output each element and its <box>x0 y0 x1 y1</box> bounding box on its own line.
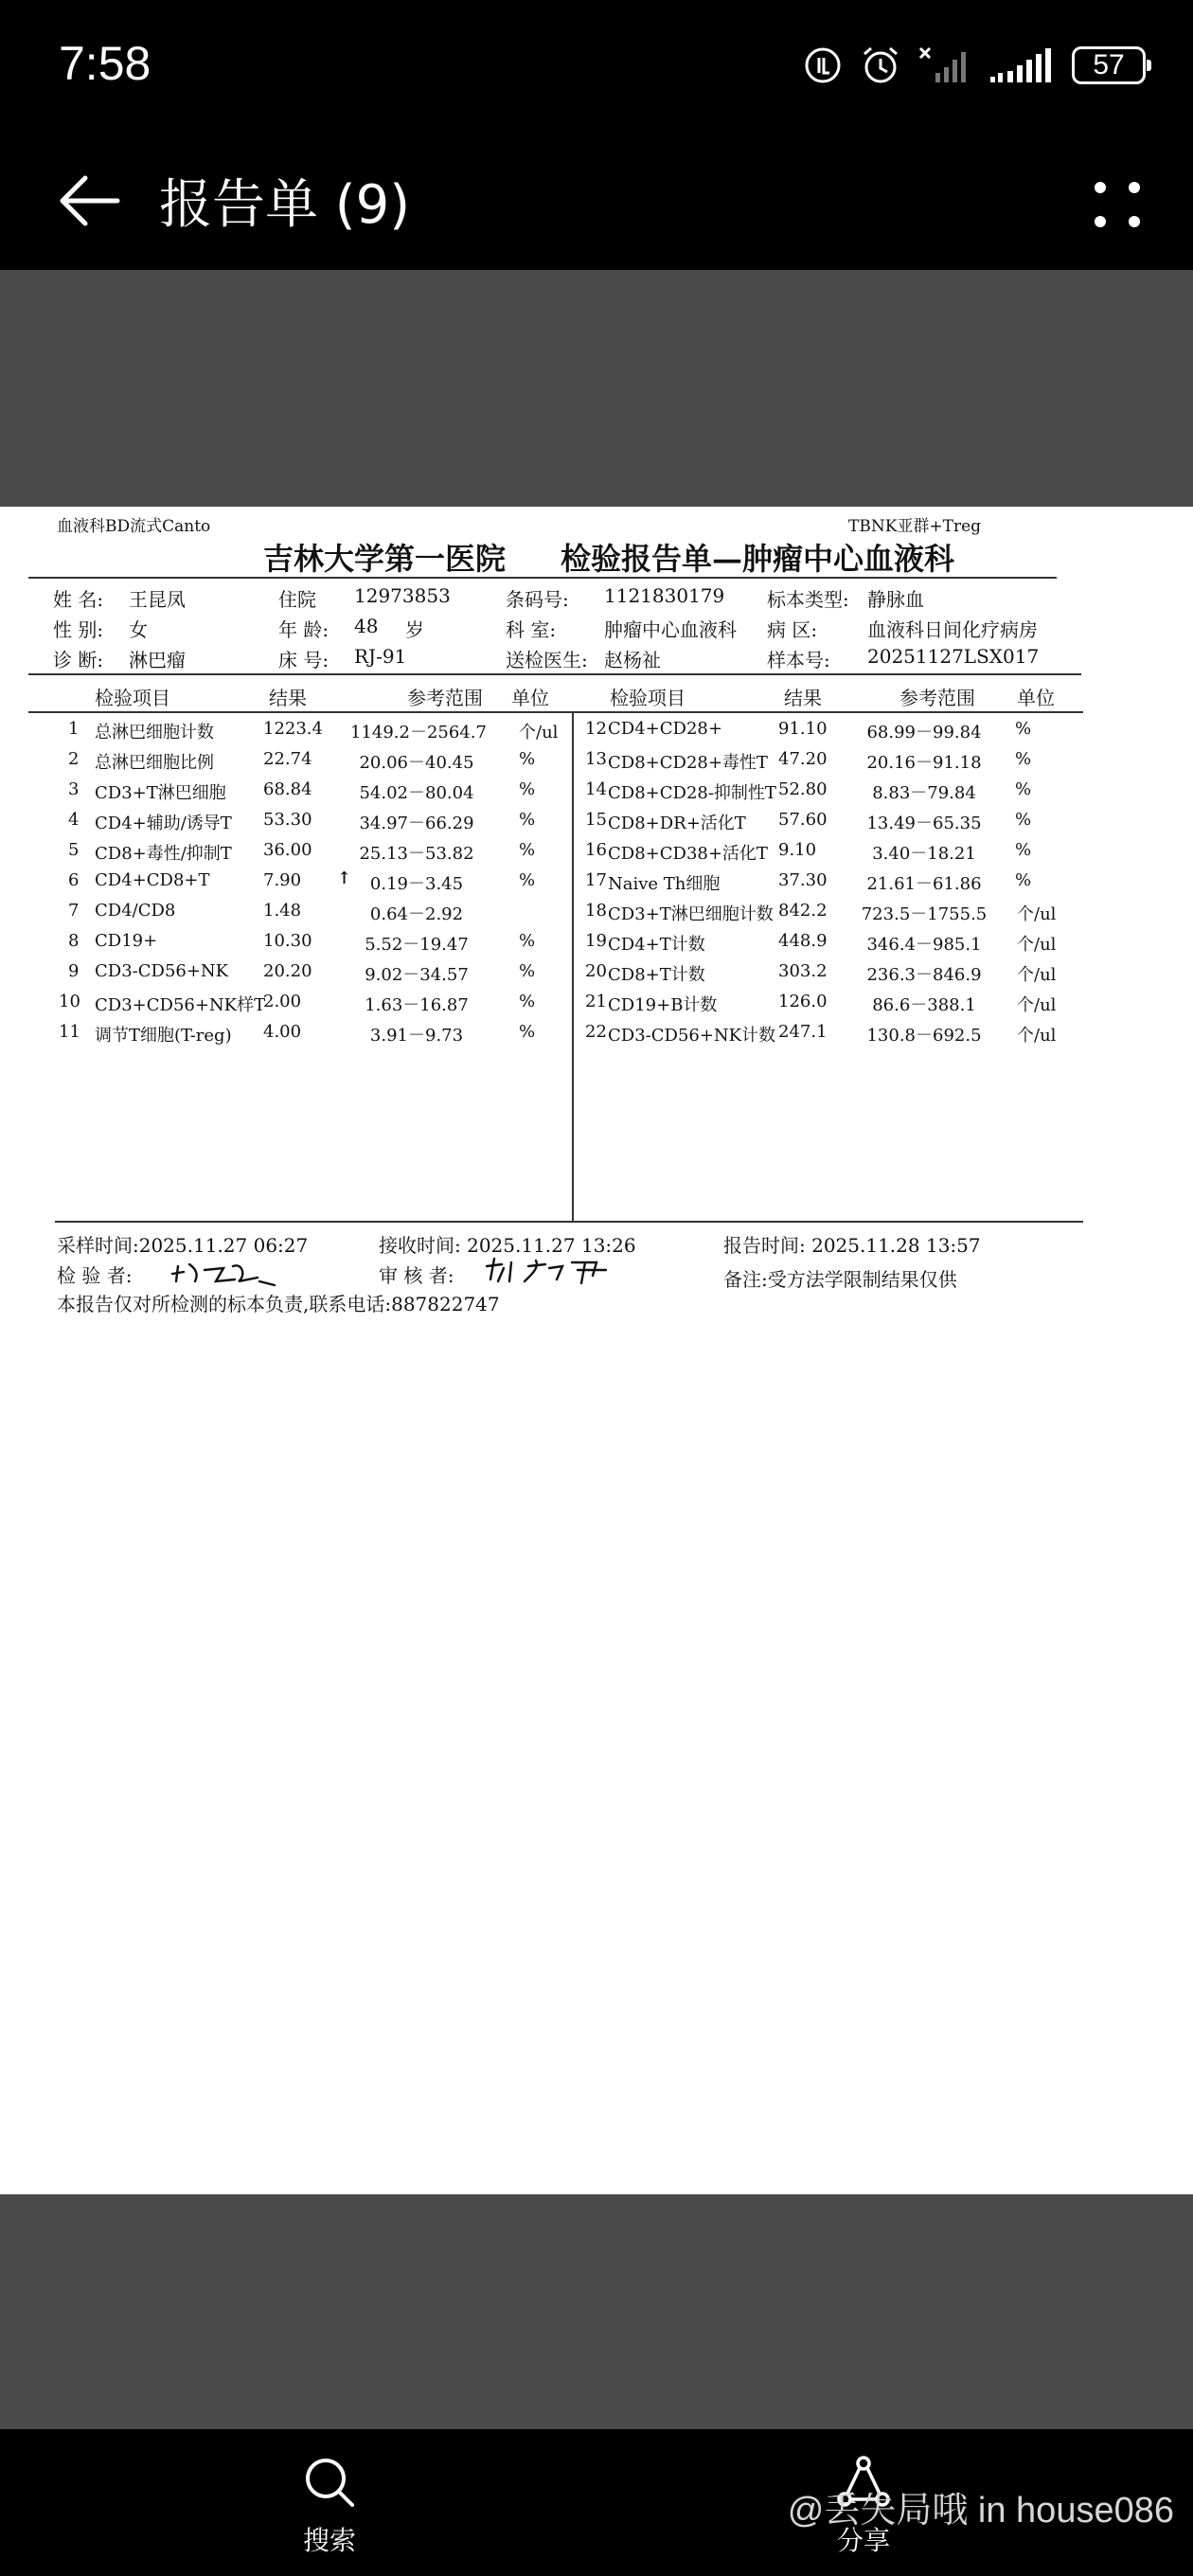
row-number: 16 <box>585 840 607 860</box>
item-name: 总淋巴细胞计数 <box>95 723 214 742</box>
result-value: 448.9 <box>778 931 828 951</box>
unit: 个/ul <box>519 723 559 742</box>
row-number: 8 <box>68 931 80 951</box>
col-range-left: 参考范围 <box>407 687 483 709</box>
unit: % <box>519 961 536 981</box>
unit: % <box>519 1022 536 1042</box>
row-number: 9 <box>68 961 80 981</box>
row-number: 1 <box>68 719 80 739</box>
item-name: CD8+CD28+毒性T <box>608 753 768 773</box>
document-viewer[interactable] <box>0 270 1193 2429</box>
specimen-type: 静脉血 <box>867 588 924 611</box>
inspector-signature <box>167 1253 280 1291</box>
result-value: 4.00 <box>263 1022 302 1042</box>
row-number: 6 <box>68 870 80 890</box>
result-value: 9.10 <box>778 840 817 860</box>
col-result-left: 结果 <box>269 687 307 709</box>
row-number: 19 <box>585 931 607 951</box>
unit: % <box>1015 870 1032 890</box>
row-number: 17 <box>585 870 607 890</box>
report-page <box>0 507 1193 2194</box>
app-bar <box>0 133 1193 270</box>
unit: 个/ul <box>1017 1026 1057 1046</box>
reference-range: 1149.2－2564.7 <box>350 723 487 742</box>
result-value: 303.2 <box>778 961 828 981</box>
result-value: 47.20 <box>778 749 828 769</box>
result-value: 842.2 <box>778 901 828 921</box>
unit: % <box>519 992 536 1011</box>
status-icons <box>803 42 1146 89</box>
search-icon <box>301 2454 358 2511</box>
item-name: CD8+T计数 <box>608 965 705 985</box>
row-number: 7 <box>68 901 80 921</box>
reference-range: 346.4－985.1 <box>866 935 982 955</box>
reference-range: 21.61－61.86 <box>866 874 982 894</box>
row-number: 14 <box>585 779 607 799</box>
reference-range: 236.3－846.9 <box>866 965 982 985</box>
unit: 个/ul <box>1017 904 1057 924</box>
unit: % <box>519 870 536 890</box>
battery-icon <box>1072 46 1146 84</box>
unit: % <box>519 840 536 860</box>
inpatient-label: 住院 <box>278 588 316 611</box>
reference-range: 25.13－53.82 <box>359 844 474 864</box>
reference-range: 3.40－18.21 <box>872 844 976 864</box>
back-button[interactable] <box>57 170 133 231</box>
status-time: 7:58 <box>59 37 151 90</box>
report-time: 报告时间: 2025.11.28 13:57 <box>723 1234 981 1257</box>
item-name: CD8+毒性/抑制T <box>95 844 232 864</box>
unit: 个/ul <box>1017 935 1057 955</box>
name-label: 姓 名: <box>53 588 104 611</box>
col-item-left: 检验项目 <box>95 687 170 709</box>
item-name: CD8+CD28-抑制性T <box>608 783 776 803</box>
item-name: CD8+DR+活化T <box>608 814 746 833</box>
reference-range: 8.83－79.84 <box>872 783 976 803</box>
back-arrow-icon <box>57 170 123 231</box>
ward: 血液科日间化疗病房 <box>867 618 1038 641</box>
test-panel-name: TBNK亚群+Treg <box>848 517 982 536</box>
reference-range: 9.02－34.57 <box>365 965 469 985</box>
bed-label: 床 号: <box>278 649 329 671</box>
report-note: 备注:受方法学限制结果仅供 <box>723 1268 957 1291</box>
battery-level: 57 <box>1093 49 1125 80</box>
data-saver-icon <box>803 45 843 85</box>
patient-divider <box>28 673 1081 675</box>
column-divider <box>572 711 574 1221</box>
item-name: CD3-CD56+NK计数 <box>608 1026 776 1046</box>
barcode-label: 条码号: <box>506 588 569 611</box>
title-divider <box>28 577 1057 579</box>
row-number: 18 <box>585 901 607 921</box>
status-bar <box>0 0 1193 133</box>
diagnosis: 淋巴瘤 <box>129 649 186 671</box>
patient-sex: 女 <box>129 618 148 641</box>
doctor-label: 送检医生: <box>506 649 588 671</box>
reference-range: 723.5－1755.5 <box>861 904 988 924</box>
result-value: 37.30 <box>778 870 828 890</box>
hospital-name: 吉林大学第一医院 <box>263 541 507 577</box>
footer-divider <box>55 1221 1083 1223</box>
receive-time: 接收时间: 2025.11.27 13:26 <box>379 1234 636 1257</box>
unit: % <box>1015 840 1032 860</box>
result-value: 247.1 <box>778 1022 828 1042</box>
lab-department: 血液科BD流式Canto <box>57 517 211 536</box>
report-title: 检验报告单—肿瘤中心血液科 <box>561 541 955 577</box>
unit: % <box>519 931 536 951</box>
unit: 个/ul <box>1017 965 1057 985</box>
barcode: 1121830179 <box>604 584 725 607</box>
result-value: 68.84 <box>263 779 312 799</box>
item-name: Naive Th细胞 <box>608 874 721 894</box>
unit: % <box>1015 749 1032 769</box>
bed-number: RJ-91 <box>354 645 407 668</box>
result-value: 57.60 <box>778 810 828 830</box>
reference-range: 5.52－19.47 <box>365 935 469 955</box>
result-value: 22.74 <box>263 749 312 769</box>
reference-range: 34.97－66.29 <box>359 814 474 833</box>
unit: % <box>1015 810 1032 830</box>
disclaimer: 本报告仅对所检测的标本负责,联系电话:887822747 <box>57 1293 500 1315</box>
row-number: 4 <box>68 810 80 830</box>
reviewer-signature <box>483 1255 625 1289</box>
row-number: 12 <box>585 719 607 739</box>
item-name: CD3-CD56+NK <box>95 961 229 981</box>
patient-age: 48 <box>354 615 379 637</box>
department-label: 科 室: <box>506 618 557 641</box>
item-name: CD4+T计数 <box>608 935 705 955</box>
inspector-label: 检 验 者: <box>57 1264 133 1287</box>
result-value: 20.20 <box>263 961 312 981</box>
ward-label: 病 区: <box>767 618 818 641</box>
item-name: 总淋巴细胞比例 <box>95 753 214 773</box>
row-number: 13 <box>585 749 607 769</box>
collect-time: 采样时间:2025.11.27 06:27 <box>57 1234 309 1257</box>
reference-range: 0.19－3.45 <box>369 874 464 894</box>
more-dots-icon <box>1079 167 1155 242</box>
diagnosis-label: 诊 断: <box>53 649 104 671</box>
item-name: CD4/CD8 <box>95 901 176 921</box>
reference-range: 20.16－91.18 <box>866 753 982 773</box>
header-divider <box>28 711 1083 713</box>
patient-name: 王昆凤 <box>129 588 186 611</box>
search-button[interactable] <box>254 2454 405 2558</box>
search-label: 搜索 <box>302 2525 356 2556</box>
result-value: 1.48 <box>263 901 302 921</box>
result-value: 10.30 <box>263 931 312 951</box>
alarm-icon <box>860 45 901 86</box>
sex-label: 性 别: <box>53 618 104 641</box>
reviewer-label: 审 核 者: <box>379 1264 454 1287</box>
department: 肿瘤中心血液科 <box>604 618 737 641</box>
doctor: 赵杨祉 <box>604 649 661 671</box>
item-name: CD4+辅助/诱导T <box>95 814 232 833</box>
item-name: CD4+CD28+ <box>608 719 722 739</box>
col-range-right: 参考范围 <box>899 687 975 709</box>
reference-range: 54.02－80.04 <box>359 783 474 803</box>
result-value: 126.0 <box>778 992 828 1011</box>
result-value: 36.00 <box>263 840 312 860</box>
unit: % <box>519 810 536 830</box>
result-value: 53.30 <box>263 810 312 830</box>
row-number: 22 <box>585 1022 607 1042</box>
item-name: 调节T细胞(T-reg) <box>95 1026 232 1046</box>
item-name: CD3+T淋巴细胞计数 <box>608 904 774 924</box>
row-number: 10 <box>59 992 80 1011</box>
row-number: 15 <box>585 810 607 830</box>
unit: % <box>519 749 536 769</box>
more-options-button[interactable] <box>1079 167 1155 242</box>
col-item-right: 检验项目 <box>610 687 686 709</box>
page-title: 报告单 (9) <box>159 174 411 236</box>
item-name: CD8+CD38+活化T <box>608 844 768 864</box>
reference-range: 130.8－692.5 <box>866 1026 982 1046</box>
item-name: CD19+ <box>95 931 158 951</box>
sample-label: 样本号: <box>767 649 830 671</box>
col-unit-right: 单位 <box>1017 687 1055 709</box>
reference-range: 1.63－16.87 <box>365 995 469 1015</box>
row-number: 3 <box>68 779 80 799</box>
col-result-right: 结果 <box>784 687 822 709</box>
row-number: 2 <box>68 749 80 769</box>
row-number: 5 <box>68 840 80 860</box>
reference-range: 0.64－2.92 <box>369 904 464 924</box>
unit: 个/ul <box>1017 995 1057 1015</box>
item-name: CD3+T淋巴细胞 <box>95 783 226 803</box>
watermark: @丢失局哦 in house086 <box>787 2491 1174 2531</box>
age-label: 年 龄: <box>278 618 329 641</box>
high-flag: ↑ <box>337 868 352 888</box>
result-value: 7.90 <box>263 870 302 890</box>
result-value: 2.00 <box>263 992 302 1011</box>
reference-range: 13.49－65.35 <box>866 814 982 833</box>
result-value: 91.10 <box>778 719 828 739</box>
inpatient-number: 12973853 <box>354 584 451 607</box>
signal-no-service-icon <box>918 45 971 86</box>
reference-range: 68.99－99.84 <box>866 723 982 742</box>
item-name: CD4+CD8+T <box>95 870 210 890</box>
result-value: 52.80 <box>778 779 828 799</box>
item-name: CD3+CD56+NK样T <box>95 995 266 1015</box>
row-number: 11 <box>59 1022 80 1042</box>
unit: % <box>1015 779 1032 799</box>
row-number: 21 <box>585 992 607 1011</box>
reference-range: 20.06－40.45 <box>359 753 474 773</box>
result-value: 1223.4 <box>263 719 323 739</box>
unit: % <box>1015 719 1032 739</box>
share-label: 分享 <box>836 2525 890 2556</box>
unit: % <box>519 779 536 799</box>
specimen-label: 标本类型: <box>767 588 849 611</box>
row-number: 20 <box>585 961 607 981</box>
sample-number: 20251127LSX017 <box>867 645 1040 668</box>
reference-range: 86.6－388.1 <box>872 995 976 1015</box>
signal-strength-icon <box>988 45 1055 86</box>
item-name: CD19+B计数 <box>608 995 718 1015</box>
col-unit-left: 单位 <box>511 687 549 709</box>
bottom-toolbar <box>0 2429 1193 2576</box>
reference-range: 3.91－9.73 <box>369 1026 464 1046</box>
age-unit: 岁 <box>405 618 424 641</box>
